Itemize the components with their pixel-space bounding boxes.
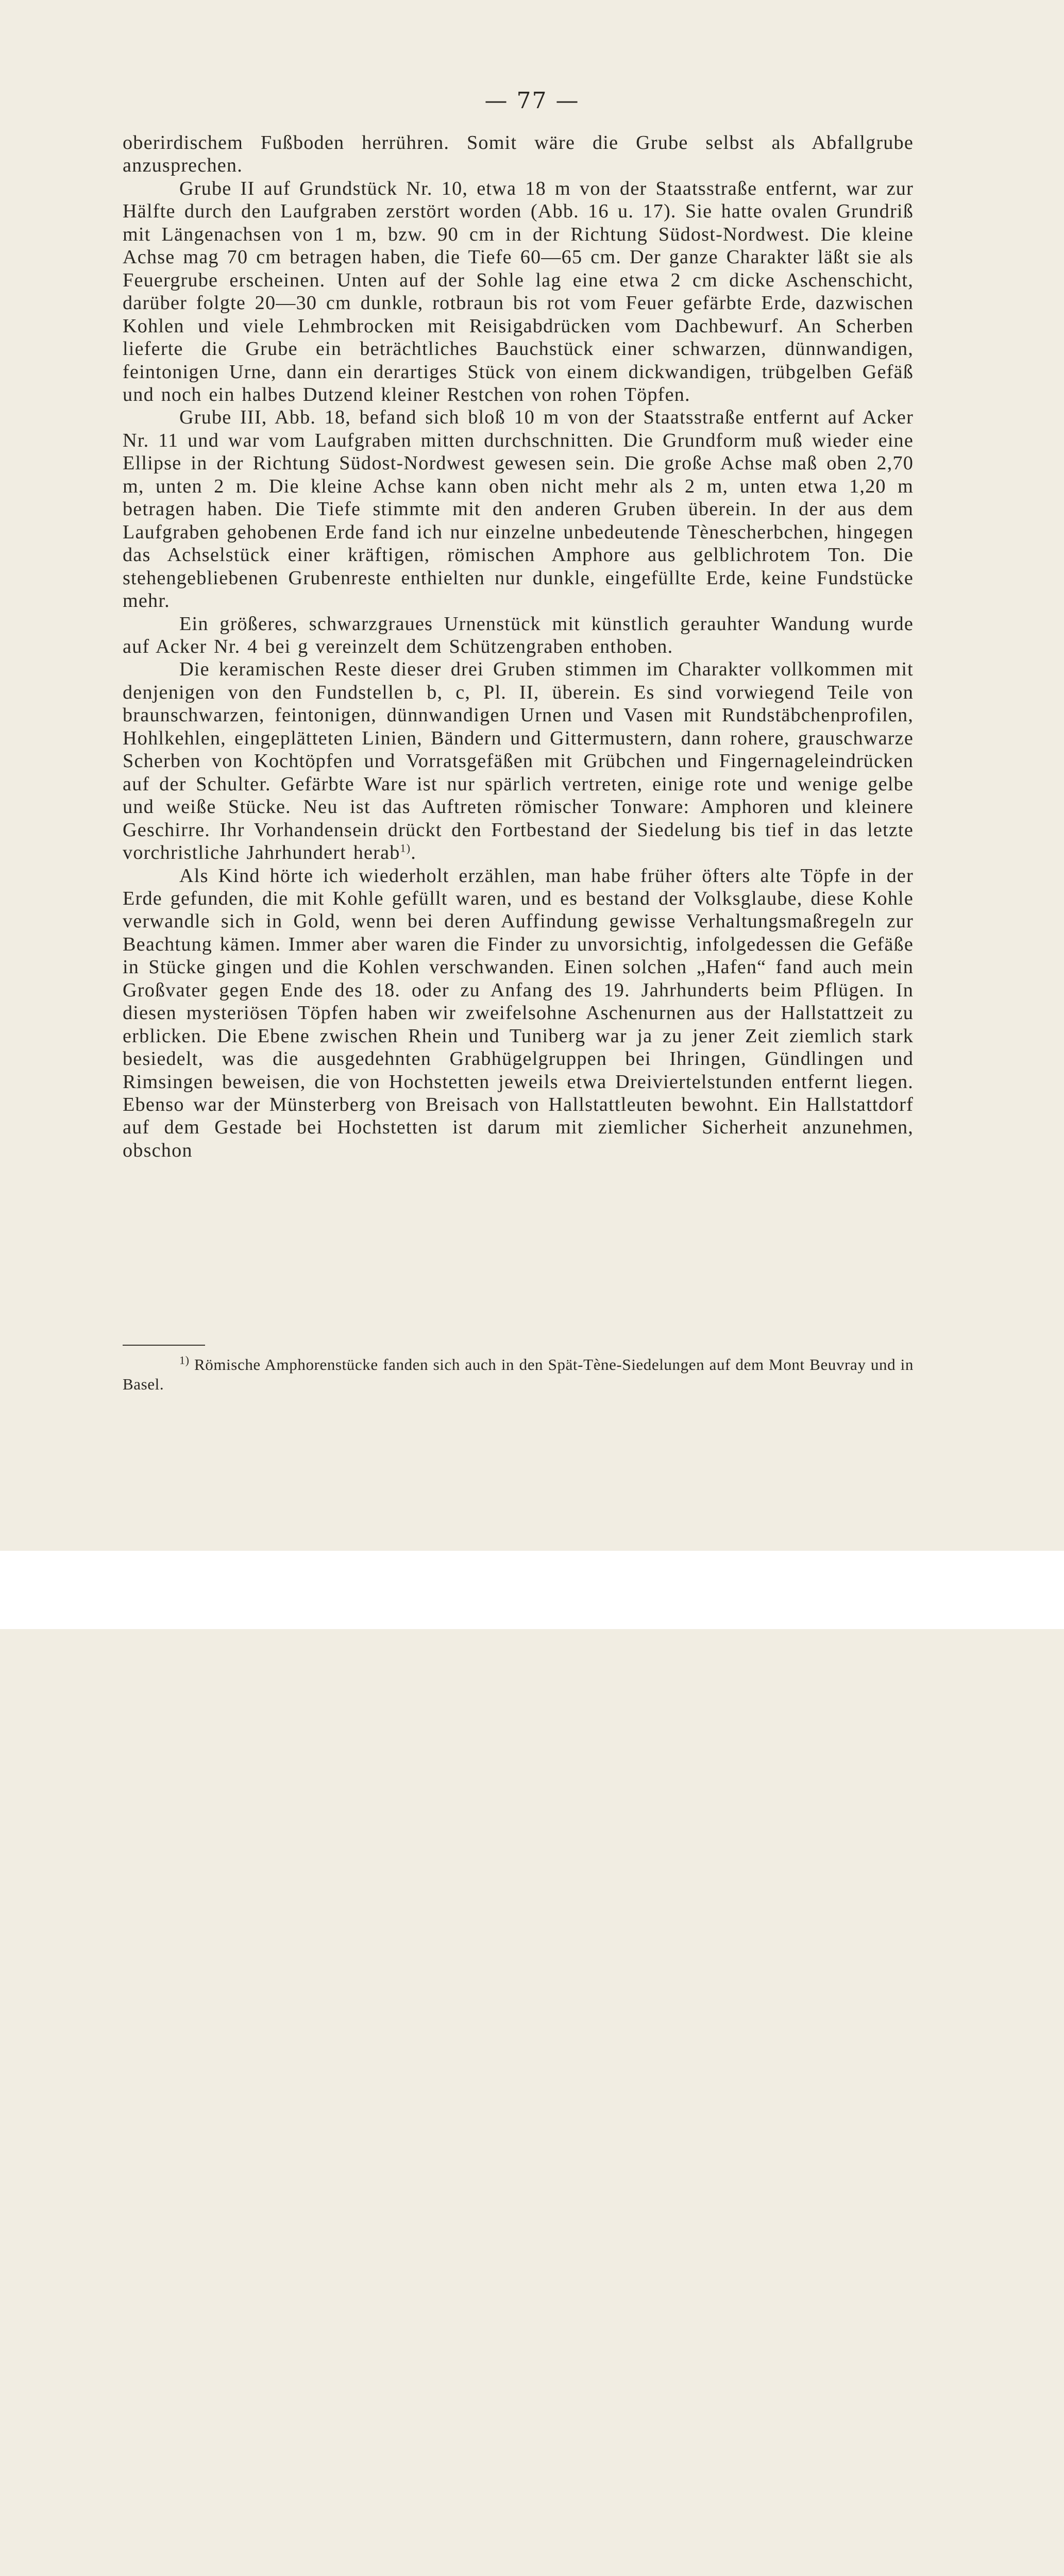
paragraph-6: Als Kind hörte ich wiederholt erzählen, man habe früher öfters alte Töpfe in der Erde gefunden, die mit Kohle gefüllt waren, und es bestand der Volksglaube, diese Kohle verwandle sich in Gold, wenn bei deren Auffindung gewisse Verhaltungsmaßregeln zur Beachtung kämen. Immer aber waren die Finder zu unvorsichtig, infolgedessen die Gefäße in Stücke gingen und die Kohlen verschwanden. Einen solchen „Hafen“ fand auch mein Großvater gegen Ende des 18. oder zu Anfang des 19. Jahrhunderts beim Pflügen. In diesen mysteriösen Töpfen haben wir zweifelsohne Aschenurnen aus der Hallstattzeit zu erblicken. Die Ebene zwischen Rhein und Tuniberg war ja zu jener Zeit ziemlich stark besiedelt, was die ausgedehnten Grabhügelgruppen bei Ihringen, Gündlingen und Rimsingen beweisen, die von Hochstetten jeweils etwa Dreiviertelstunden entfernt liegen. Ebenso war der Münsterberg von Breisach von Hallstattleuten bewohnt. Ein Hallstattdorf auf dem Gestade bei Hochstetten ist darum mit ziemlicher Sicherheit anzunehmen, obschon: [123, 865, 914, 1161]
paragraph-2: Grube II auf Grundstück Nr. 10, etwa 18 m von der Staatsstraße entfernt, war zur Hälfte durch den Laufgraben zerstört worden (Abb. 16 u. 17). Sie hatte ovalen Grundriß mit Längenachsen von 1 m, bzw. 90 cm in der Richtung Südost-Nordwest. Die kleine Achse mag 70 cm betragen haben, die Tiefe 60—65 cm. Der ganze Charakter läßt sie als Feuergrube erscheinen. Unten auf der Sohle lag eine etwa 2 cm dicke Aschenschicht, darüber folgte 20—30 cm dunkle, rotbraun bis rot vom Feuer gefärbte Erde, dazwischen Kohlen und viele Lehmbrocken mit Reisigabdrücken vom Dachbewurf. An Scherben lieferte die Grube ein beträchtliches Bauchstück einer schwarzen, dünnwandigen, feintonigen Urne, dann ein derartiges Stück von einem dickwandigen, trübgelben Gefäß und noch ein halbes Dutzend kleiner Restchen von rohen Töpfen.: [123, 177, 914, 405]
footnote-1: [123, 1355, 914, 1394]
body-text: [123, 131, 914, 1162]
footnote-divider: [123, 1345, 205, 1346]
paragraph-5: [123, 658, 914, 864]
paragraph-5-text: Die keramischen Reste dieser drei Gruben stimmen im Charakter vollkommen mit denjenigen von den Fundstellen b, c, Pl. II, überein. Es sind vorwiegend Teile von braunschwarzen, feintonigen, dünnwandigen Urnen und Vasen mit Rundstäbchenprofilen, Hohlkehlen, eingeplätteten Linien, Bändern und Gittermustern, dann rohere, grauschwarze Scherben von Kochtöpfen und Vorratsgefäßen mit Grübchen und Fingernageleindrücken auf der Schulter. Gefärbte Ware ist nur spärlich vertreten, einige rote und wenige gelbe und weiße Stücke. Neu ist das Auftreten römischer Tonware: Amphoren und kleinere Geschirre. Ihr Vorhandensein drückt den Fortbestand der Siedelung bis tief in das letzte vorchristliche Jahrhundert herab: [123, 658, 914, 864]
footnote-1-text: Römische Amphorenstücke fanden sich auch in den Spät-Tène-Siedelungen auf dem Mont Beuvray und in Basel.: [123, 1355, 914, 1393]
footnote-reference[interactable]: 1): [400, 841, 411, 855]
paragraph-3: Grube III, Abb. 18, befand sich bloß 10 m von der Staatsstraße entfernt auf Acker Nr. 11 und war vom Laufgraben mitten durchschnitten. Die Grundform muß wieder eine Ellipse in der Richtung Südost-Nordwest gewesen sein. Die große Achse maß oben 2,70 m, unten 2 m. Die kleine Achse kann oben nicht mehr als 2 m, unten etwa 1,20 m betragen haben. Die Tiefe stimmte mit den anderen Gruben überein. In der aus dem Laufgraben gehobenen Erde fand ich nur einzelne unbedeutende Tènescherbchen, hingegen das Achselstück einer kräftigen, römischen Amphore aus gelblichrotem Ton. Die stehengebliebenen Grubenreste enthielten nur dunkle, eingefüllte Erde, keine Fundstücke mehr.: [123, 406, 914, 612]
footnote-mark: 1): [179, 1353, 190, 1367]
digitization-footer: [0, 1551, 1064, 1629]
paragraph-1: oberirdischem Fußboden herrühren. Somit wäre die Grube selbst als Abfallgrube anzusprechen.: [123, 132, 914, 177]
paragraph-5-end: .: [411, 842, 417, 864]
page-number: — 77 —: [484, 88, 580, 114]
paragraph-4: Ein größeres, schwarzgraues Urnenstück mit künstlich gerauhter Wandung wurde auf Acker Nr. 4 bei g vereinzelt dem Schützengraben enthoben.: [123, 613, 914, 657]
footnotes: [123, 1355, 914, 1394]
